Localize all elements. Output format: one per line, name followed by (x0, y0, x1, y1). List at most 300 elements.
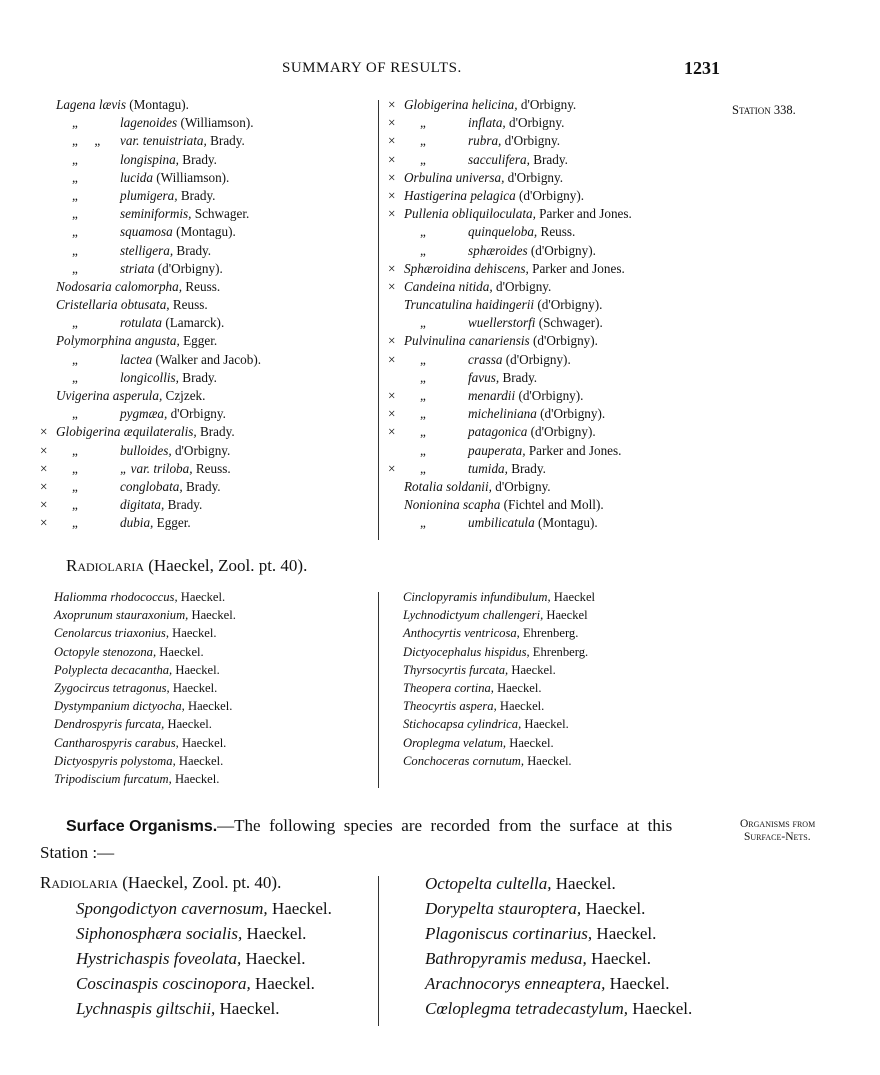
radiolaria-heading (66, 556, 307, 576)
taxon-name: Zygocircus tetragonus, (54, 680, 170, 695)
species-name: æquilateralis, (123, 424, 197, 440)
species-entry (403, 624, 595, 642)
genus-name: Lagena (56, 97, 96, 112)
taxon-name: Octopelta cultella, (425, 874, 552, 893)
ditto-mark: „ (420, 224, 426, 240)
taxon-name: Dystympanium dictyocha, (54, 699, 185, 714)
present-mark: × (388, 187, 396, 203)
species-entry (40, 387, 261, 405)
author-name: Haeckel. (585, 899, 646, 918)
species-name: calomorpha, (115, 278, 183, 294)
taxon-name: Conchoceras cornutum, (403, 753, 525, 768)
present-mark: × (388, 115, 396, 131)
species-name: canariensis (468, 333, 530, 349)
taxon-name: Hystrichaspis foveolata, (76, 949, 242, 968)
ditto-mark: „ (72, 442, 78, 458)
ditto-mark: „ (72, 115, 78, 131)
species-name: dubia, (120, 515, 154, 531)
author-name: (Lamarck). (165, 315, 225, 331)
author-name: Haeckel. (175, 662, 220, 677)
author-name: Brady. (182, 151, 217, 167)
species-entry (388, 496, 632, 514)
species-entry (40, 296, 261, 314)
species-entry (403, 734, 595, 752)
species-entry (76, 896, 332, 921)
taxon-name: Siphonosphæra socialis, (76, 924, 243, 943)
genus-name: Hastigerina (404, 187, 468, 203)
ditto-mark: „ (72, 224, 78, 240)
species-entry (40, 423, 261, 441)
taxon-name: Polyplecta decacantha, (54, 662, 173, 677)
taxon-name: Cœloplegma tetradecastylum, (425, 999, 629, 1018)
taxon-name: Arachnocorys enneaptera, (425, 974, 606, 993)
column-divider-surface (378, 876, 379, 1026)
species-entry (40, 369, 261, 387)
species-entry (425, 946, 692, 971)
author-name: Haeckel. (511, 662, 556, 677)
ditto-mark: „ (72, 169, 78, 185)
author-name: (d'Orbigny). (519, 187, 585, 203)
author-name: Haeckel. (591, 949, 651, 968)
present-mark: × (388, 406, 396, 422)
species-entry (403, 697, 595, 715)
author-name: Schwager. (194, 206, 250, 222)
author-name: Haeckel. (167, 717, 212, 732)
species-entry (403, 661, 595, 679)
radiolaria-heading-name: Radiolaria (66, 556, 144, 575)
surface-list-right (425, 871, 692, 1021)
author-name: (Williamson). (180, 115, 254, 131)
author-name: Haeckel. (246, 924, 307, 943)
species-name: micheliniana (468, 406, 537, 422)
author-name: Parker and Jones. (528, 442, 622, 458)
species-entry (40, 351, 261, 369)
author-name: Brady. (185, 478, 221, 494)
foraminifera-list-right (388, 96, 632, 533)
genus-name: Candeina (404, 278, 456, 294)
author-name: Brady. (176, 242, 212, 258)
species-entry (40, 187, 261, 205)
species-name: quinqueloba, (468, 224, 538, 240)
surface-text-line1: —The following species are recorded from the surface at this (217, 816, 673, 835)
author-name: Reuss. (185, 278, 221, 294)
species-name: pauperata, (468, 442, 526, 458)
author-name: (Schwager). (538, 315, 603, 331)
species-entry (425, 921, 692, 946)
author-name: Ehrenberg. (532, 644, 589, 659)
species-entry (54, 679, 236, 697)
species-name: umbilicatula (468, 515, 535, 531)
species-name: lævis (98, 97, 126, 112)
author-name: Czjzek. (165, 388, 206, 403)
present-mark: × (40, 497, 48, 513)
genus-name: Pulvinulina (404, 333, 466, 349)
species-entry (54, 606, 236, 624)
author-name: Reuss. (195, 460, 231, 476)
author-name: Haeckel. (609, 974, 670, 993)
species-entry (403, 606, 595, 624)
species-name: seminiformis, (120, 206, 192, 222)
author-name: Brady. (180, 187, 216, 203)
radiolaria-heading-ref: (Haeckel, Zool. pt. 40). (148, 556, 308, 575)
surface-paragraph (66, 816, 726, 836)
ditto-mark: „ (72, 206, 78, 222)
species-entry (40, 278, 261, 296)
present-mark: × (388, 424, 396, 440)
species-entry (388, 114, 632, 132)
genus-name: Polymorphina (56, 333, 132, 349)
author-name: Brady. (511, 460, 546, 476)
taxon-name: Anthocyrtis ventricosa, (403, 626, 520, 641)
author-name: (d'Orbigny). (505, 351, 571, 367)
taxon-name: Cinclopyramis infundibulum, (403, 590, 551, 604)
author-name: Haeckel (546, 608, 588, 623)
ditto-mark: „ (420, 351, 426, 367)
author-name: Brady. (533, 151, 568, 167)
taxon-name: Spongodictyon cavernosum, (76, 899, 268, 918)
species-entry (40, 405, 261, 423)
genus-name: Pullenia (404, 206, 449, 222)
genus-name: Truncatulina (404, 297, 473, 313)
margin-note-line2: Surface-Nets. (744, 831, 811, 843)
taxon-name: Octopyle stenozona, (54, 644, 157, 659)
present-mark: × (40, 460, 48, 476)
taxon-name: Lychnaspis giltschii, (76, 999, 216, 1018)
species-entry (40, 242, 261, 260)
author-name: (Williamson). (156, 169, 230, 185)
species-entry (403, 679, 595, 697)
present-mark: × (388, 260, 396, 276)
author-name: (d'Orbigny). (537, 297, 603, 313)
author-name: d'Orbigny. (507, 169, 564, 185)
taxon-name: Stichocapsa cylindrica, (403, 717, 522, 732)
species-name: striata (120, 260, 155, 276)
taxon-name: Tripodiscium furcatum, (54, 771, 172, 786)
species-entry (425, 971, 692, 996)
present-mark: × (40, 478, 48, 494)
author-name: Haeckel. (555, 874, 616, 893)
species-name: var. tenuistriata, (120, 133, 207, 149)
species-entry (40, 169, 261, 187)
species-entry (54, 624, 236, 642)
page-number: 1231 (684, 58, 720, 78)
species-entry (388, 423, 632, 441)
author-name: Haeckel. (172, 680, 218, 695)
species-entry (40, 496, 261, 514)
author-name: Reuss. (172, 297, 208, 313)
taxon-name: Haliomma rhodococcus, (54, 590, 178, 604)
species-entry (40, 223, 261, 241)
ditto-mark: „ (420, 388, 426, 403)
present-mark: × (388, 169, 396, 185)
species-entry (40, 460, 261, 478)
author-name: (d'Orbigny). (530, 424, 596, 440)
ditto-mark: „ (72, 460, 78, 476)
species-entry (388, 96, 632, 114)
author-name: d'Orbigny. (504, 133, 561, 149)
species-entry (388, 205, 632, 223)
species-entry (388, 278, 632, 296)
author-name: (d'Orbigny). (157, 260, 223, 276)
ditto-mark: „ (72, 351, 78, 367)
species-entry (388, 405, 632, 423)
radiolaria-list-left (54, 588, 236, 788)
surface-radiolaria-ref: (Haeckel, Zool. pt. 40). (122, 873, 282, 892)
present-mark: × (388, 97, 396, 112)
taxon-name: Dictyospyris polystoma, (54, 753, 176, 768)
species-name: nitida, (458, 278, 493, 294)
author-name: (Montagu). (537, 515, 598, 531)
ditto-mark: „ (72, 260, 78, 276)
author-name: d'Orbigny. (509, 115, 565, 131)
author-name: Brady. (167, 497, 203, 513)
species-entry (54, 643, 236, 661)
genus-name: Nonionina (404, 497, 460, 513)
taxon-name: Cantharospyris carabus, (54, 735, 179, 750)
present-mark: × (40, 424, 48, 440)
species-entry (388, 260, 632, 278)
species-entry (388, 242, 632, 260)
ditto-mark: „ (72, 151, 78, 167)
species-name: universa, (455, 169, 505, 185)
author-name: (d'Orbigny). (540, 406, 606, 422)
author-name: Haeckel. (174, 771, 220, 786)
ditto-mark: „ (72, 515, 78, 531)
ditto-mark: „ (420, 442, 426, 458)
taxon-name: Dictyocephalus hispidus, (403, 644, 530, 659)
taxon-name: Dendrospyris furcata, (54, 717, 165, 732)
species-name: favus, (468, 369, 500, 385)
ditto-mark: „ (420, 406, 426, 422)
author-name: Haeckel. (159, 644, 204, 659)
surface-heading: Surface Organisms. (66, 818, 218, 835)
species-name: conglobata, (120, 478, 183, 494)
species-name: obtusata, (120, 297, 170, 313)
species-entry (388, 296, 632, 314)
author-name: Haeckel. (180, 590, 226, 604)
author-name: d'Orbigny. (495, 278, 552, 294)
author-name: Haeckel. (254, 974, 315, 993)
author-name: Parker and Jones. (532, 260, 625, 276)
species-name: wuellerstorfi (468, 315, 536, 331)
species-name: plumigera, (120, 187, 178, 203)
surface-text-line2: Station :— (40, 843, 115, 862)
author-name: Haeckel. (499, 699, 545, 714)
author-name: Haeckel. (181, 735, 227, 750)
present-mark: × (40, 442, 48, 458)
taxon-name: Lychnodictyum challengeri, (403, 608, 544, 623)
author-name: Ehrenberg. (522, 626, 579, 641)
species-entry (40, 332, 261, 350)
species-entry (40, 132, 261, 150)
species-entry (40, 260, 261, 278)
present-mark: × (388, 151, 396, 167)
species-name: digitata, (120, 497, 165, 513)
author-name: (d'Orbigny). (530, 242, 596, 258)
species-entry (54, 734, 236, 752)
author-name: Haeckel. (524, 717, 569, 732)
author-name: (Montagu). (129, 97, 189, 112)
species-entry (54, 715, 236, 733)
author-name: Brady. (199, 424, 235, 440)
present-mark: × (40, 515, 48, 531)
species-entry (388, 369, 632, 387)
present-mark: × (388, 333, 396, 349)
species-entry (54, 588, 236, 606)
author-name: (Fichtel and Moll). (503, 497, 604, 513)
author-name: Brady. (210, 133, 245, 149)
surface-radiolaria-name: Radiolaria (40, 873, 118, 892)
present-mark: × (388, 460, 396, 476)
column-divider-radiolaria (378, 592, 379, 788)
foraminifera-list-left (40, 96, 261, 533)
ditto-mark: „ (72, 369, 78, 385)
ditto-mark: „ (72, 497, 78, 513)
ditto-mark: „ (72, 242, 78, 258)
species-name: pygmæa, (120, 406, 168, 422)
author-name: Haeckel. (245, 949, 306, 968)
species-name: menardii (468, 388, 516, 403)
species-name: squamosa (120, 224, 173, 240)
species-entry (403, 588, 595, 606)
species-entry (76, 946, 332, 971)
species-entry (40, 514, 261, 532)
taxon-name: Dorypelta stauroptera, (425, 899, 582, 918)
taxon-name: Plagoniscus cortinarius, (425, 924, 593, 943)
species-entry (54, 697, 236, 715)
ditto-mark: „ „ (72, 133, 101, 149)
species-entry (388, 460, 632, 478)
taxon-name: Thyrsocyrtis furcata, (403, 662, 509, 677)
author-name: Haeckel. (527, 753, 572, 768)
taxon-name: Theopera cortina, (403, 680, 494, 695)
species-name: rotulata (120, 315, 163, 331)
station-label: Station 338. (732, 103, 796, 117)
species-name: „ var. triloba, (120, 460, 193, 476)
author-name: (Montagu). (176, 224, 236, 240)
ditto-mark: „ (420, 515, 426, 531)
taxon-name: Coscinaspis coscinopora, (76, 974, 251, 993)
present-mark: × (388, 133, 396, 149)
author-name: Egger. (156, 515, 191, 531)
species-entry (388, 332, 632, 350)
genus-name: Orbulina (404, 169, 453, 185)
ditto-mark: „ (72, 315, 78, 331)
species-entry (40, 114, 261, 132)
taxon-name: Theocyrtis aspera, (403, 699, 497, 714)
ditto-mark: „ (420, 315, 426, 331)
author-name: Reuss. (540, 224, 576, 240)
species-name: lucida (120, 169, 153, 185)
author-name: d'Orbigny. (520, 97, 577, 112)
species-entry (388, 132, 632, 150)
species-name: sphæroides (468, 242, 528, 258)
species-name: soldanii, (446, 478, 492, 494)
taxon-name: Bathropyramis medusa, (425, 949, 587, 968)
species-entry (388, 387, 632, 405)
ditto-mark: „ (72, 187, 78, 203)
ditto-mark: „ (72, 406, 78, 422)
genus-name: Globigerina (56, 424, 121, 440)
ditto-mark: „ (72, 478, 78, 494)
species-entry (40, 442, 261, 460)
species-entry (40, 96, 261, 114)
species-name: bulloides, (120, 442, 172, 458)
species-name: patagonica (468, 424, 528, 440)
species-name: tumida, (468, 460, 508, 476)
species-entry (54, 752, 236, 770)
species-entry (54, 661, 236, 679)
taxon-name: Axoprunum stauraxonium, (54, 608, 189, 623)
species-entry (388, 351, 632, 369)
species-entry (388, 478, 632, 496)
genus-name: Cristellaria (56, 297, 118, 313)
species-entry (403, 715, 595, 733)
ditto-mark: „ (420, 369, 426, 385)
species-name: helicina, (471, 97, 518, 112)
species-name: longispina, (120, 151, 179, 167)
genus-name: Uvigerina (56, 388, 110, 403)
ditto-mark: „ (420, 460, 426, 476)
taxon-name: Cenolarcus triaxonius, (54, 626, 169, 641)
species-entry (388, 187, 632, 205)
ditto-mark: „ (420, 115, 426, 131)
species-name: angusta, (134, 333, 180, 349)
species-entry (388, 151, 632, 169)
species-entry (388, 514, 632, 532)
author-name: Haeckel. (187, 699, 233, 714)
margin-note (740, 818, 815, 844)
author-name: d'Orbigny. (170, 406, 226, 422)
species-name: dehiscens, (474, 260, 529, 276)
species-entry (54, 770, 236, 788)
species-entry (40, 205, 261, 223)
ditto-mark: „ (420, 133, 426, 149)
species-name: crassa (468, 351, 503, 367)
present-mark: × (388, 278, 396, 294)
species-entry (425, 871, 692, 896)
species-name: inflata, (468, 115, 506, 131)
species-entry (388, 442, 632, 460)
author-name: (d'Orbigny). (532, 333, 598, 349)
present-mark: × (388, 351, 396, 367)
species-entry (76, 921, 332, 946)
running-header: SUMMARY OF RESULTS. (282, 60, 462, 76)
column-divider (378, 100, 379, 540)
species-name: asperula, (112, 388, 163, 403)
species-entry (40, 151, 261, 169)
margin-note-line1: Organisms from (740, 818, 816, 830)
species-entry (403, 752, 595, 770)
species-entry (40, 478, 261, 496)
species-entry (425, 896, 692, 921)
species-name: longicollis, (120, 369, 179, 385)
author-name: Haeckel. (191, 608, 236, 623)
species-name: obliquiloculata, (451, 206, 536, 222)
present-mark: × (388, 388, 396, 403)
author-name: Haeckel. (219, 999, 280, 1018)
author-name: d'Orbigny. (495, 478, 551, 494)
ditto-mark: „ (420, 242, 426, 258)
present-mark: × (388, 206, 396, 222)
species-name: lagenoides (120, 115, 178, 131)
genus-name: Globigerina (404, 97, 469, 112)
species-entry (76, 971, 332, 996)
species-entry (403, 643, 595, 661)
author-name: Egger. (183, 333, 218, 349)
author-name: Haeckel. (596, 924, 657, 943)
species-entry (388, 169, 632, 187)
